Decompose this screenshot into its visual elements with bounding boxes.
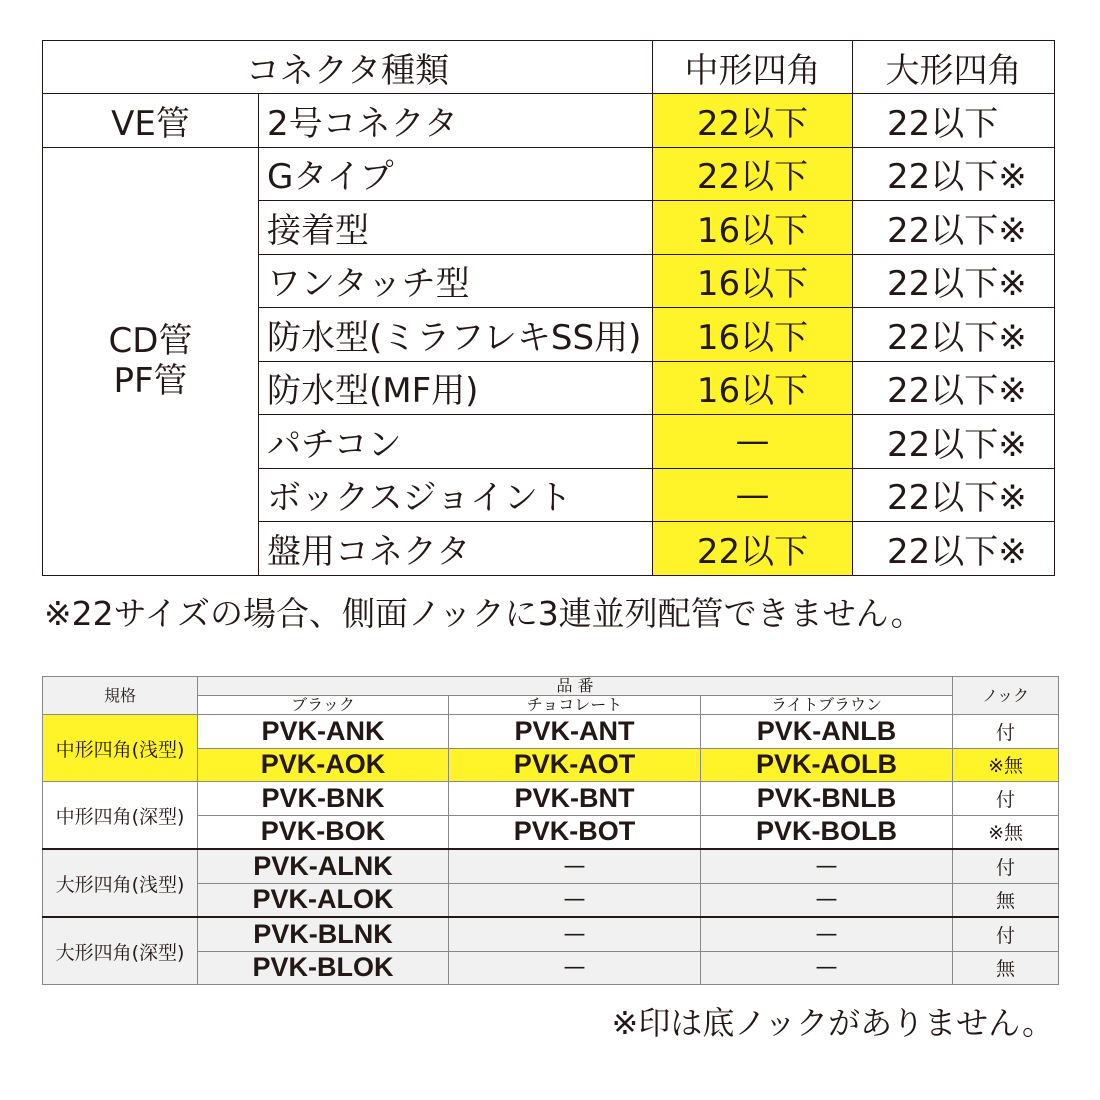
part-black: PVK-ALOK bbox=[198, 883, 449, 917]
connector-name: 防水型(MF用) bbox=[259, 361, 653, 415]
medium-value: — bbox=[653, 468, 853, 522]
part-chocolate: — bbox=[449, 917, 701, 951]
header-spec: 規格 bbox=[43, 677, 198, 715]
part-light-brown: PVK-ANLB bbox=[701, 715, 953, 749]
part-light-brown: — bbox=[701, 917, 953, 951]
header-chocolate: チョコレート bbox=[449, 696, 701, 715]
large-value: 22以下※ bbox=[853, 522, 1055, 576]
header-connector-type: コネクタ種類 bbox=[43, 41, 653, 94]
header-knock: ノック bbox=[953, 677, 1059, 715]
part-chocolate: — bbox=[449, 849, 701, 883]
part-black: PVK-BLOK bbox=[198, 951, 449, 985]
table-header-row bbox=[43, 677, 1059, 696]
part-light-brown: — bbox=[701, 849, 953, 883]
large-value: 22以下※ bbox=[853, 468, 1055, 522]
knock-value: 無 bbox=[953, 951, 1059, 985]
knock-value: 付 bbox=[953, 849, 1059, 883]
knock-value: 付 bbox=[953, 917, 1059, 951]
part-light-brown: PVK-BOLB bbox=[701, 815, 953, 849]
knock-value: 付 bbox=[953, 782, 1059, 816]
connector-name: 接着型 bbox=[259, 201, 653, 255]
part-chocolate: PVK-BOT bbox=[449, 815, 701, 849]
medium-value: 22以下 bbox=[653, 147, 853, 201]
connector-name: 2号コネクタ bbox=[259, 94, 653, 148]
spec-label: 大形四角(深型) bbox=[43, 917, 198, 985]
part-number-table bbox=[42, 676, 1059, 985]
part-black: PVK-ANK bbox=[198, 715, 449, 749]
large-value: 22以下※ bbox=[853, 415, 1055, 469]
part-chocolate: PVK-ANT bbox=[449, 715, 701, 749]
knock-value: 無 bbox=[953, 883, 1059, 917]
part-light-brown: PVK-AOLB bbox=[701, 748, 953, 782]
part-chocolate: PVK-BNT bbox=[449, 782, 701, 816]
part-chocolate: PVK-AOT bbox=[449, 748, 701, 782]
knock-value: 付 bbox=[953, 715, 1059, 749]
footnote-bottom-knock: ※印は底ノックがありません。 bbox=[611, 1004, 1054, 1042]
header-light-brown: ライトブラウン bbox=[701, 696, 953, 715]
part-light-brown: — bbox=[701, 951, 953, 985]
table-row bbox=[43, 147, 1055, 201]
connector-name: 防水型(ミラフレキSS用) bbox=[259, 308, 653, 362]
part-black: PVK-AOK bbox=[198, 748, 449, 782]
group-ve-pipe: VE管 bbox=[43, 94, 259, 148]
part-black: PVK-BOK bbox=[198, 815, 449, 849]
header-black: ブラック bbox=[198, 696, 449, 715]
part-light-brown: PVK-BNLB bbox=[701, 782, 953, 816]
connector-compatibility-table bbox=[42, 40, 1055, 576]
large-value: 22以下※ bbox=[853, 308, 1055, 362]
medium-value: 22以下 bbox=[653, 94, 853, 148]
table-row bbox=[43, 715, 1059, 749]
connector-name: ボックスジョイント bbox=[259, 468, 653, 522]
group-cd-pf-pipe bbox=[43, 147, 259, 575]
medium-value: 16以下 bbox=[653, 361, 853, 415]
connector-name: ワンタッチ型 bbox=[259, 254, 653, 308]
large-value: 22以下※ bbox=[853, 201, 1055, 255]
knock-value: ※無 bbox=[953, 748, 1059, 782]
connector-name: Gタイプ bbox=[259, 147, 653, 201]
spec-label: 中形四角(深型) bbox=[43, 782, 198, 850]
footnote-parallel-piping: ※22サイズの場合、側面ノックに3連並列配管できません。 bbox=[44, 594, 924, 633]
table-header-row bbox=[43, 41, 1055, 94]
part-chocolate: — bbox=[449, 883, 701, 917]
medium-value: 22以下 bbox=[653, 522, 853, 576]
table-row bbox=[43, 94, 1055, 148]
large-value: 22以下※ bbox=[853, 254, 1055, 308]
table-row bbox=[43, 849, 1059, 883]
medium-value: 16以下 bbox=[653, 201, 853, 255]
large-value: 22以下 bbox=[853, 94, 1055, 148]
group-line-2: PF管 bbox=[113, 361, 188, 401]
table-row bbox=[43, 917, 1059, 951]
header-part-number: 品 番 bbox=[198, 677, 953, 696]
part-light-brown: — bbox=[701, 883, 953, 917]
part-black: PVK-BLNK bbox=[198, 917, 449, 951]
part-black: PVK-ALNK bbox=[198, 849, 449, 883]
group-line-1: CD管 bbox=[108, 321, 193, 361]
table-row bbox=[43, 782, 1059, 816]
connector-name: 盤用コネクタ bbox=[259, 522, 653, 576]
large-value: 22以下※ bbox=[853, 361, 1055, 415]
connector-name: パチコン bbox=[259, 415, 653, 469]
part-chocolate: — bbox=[449, 951, 701, 985]
header-large-square: 大形四角 bbox=[853, 41, 1055, 94]
spec-label: 大形四角(浅型) bbox=[43, 849, 198, 917]
medium-value: — bbox=[653, 415, 853, 469]
header-medium-square: 中形四角 bbox=[653, 41, 853, 94]
medium-value: 16以下 bbox=[653, 308, 853, 362]
part-black: PVK-BNK bbox=[198, 782, 449, 816]
large-value: 22以下※ bbox=[853, 147, 1055, 201]
spec-label: 中形四角(浅型) bbox=[43, 715, 198, 782]
medium-value: 16以下 bbox=[653, 254, 853, 308]
knock-value: ※無 bbox=[953, 815, 1059, 849]
